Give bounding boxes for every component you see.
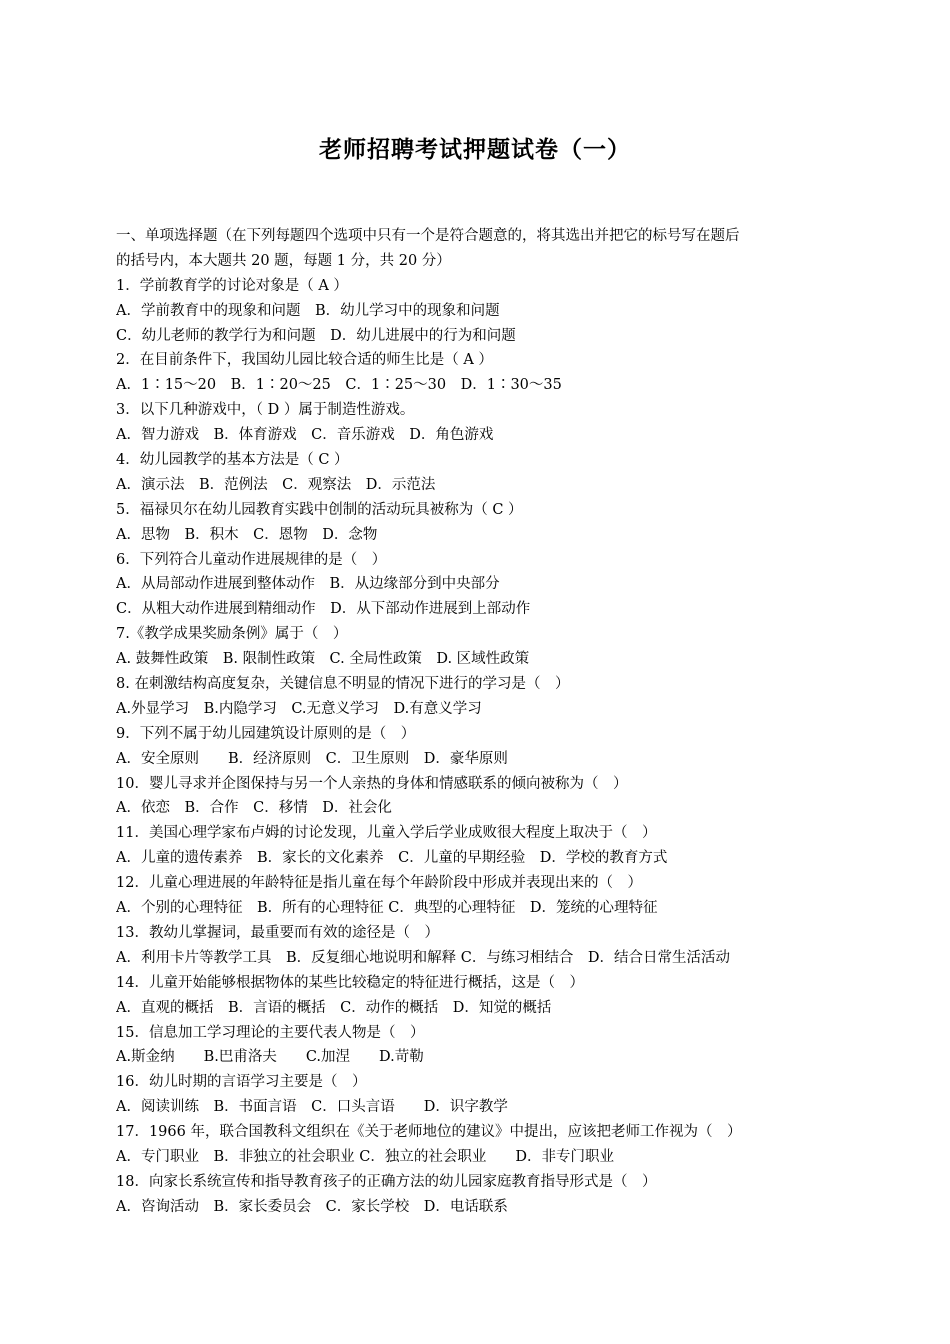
question-options: A．专门职业 B．非独立的社会职业 C．独立的社会职业 D．非专门职业 — [116, 1148, 614, 1165]
question-list — [116, 224, 856, 1220]
question-options: A.外显学习 B.内隐学习 C.无意义学习 D.有意义学习 — [116, 700, 482, 717]
question-stem: 10．婴儿寻求并企图保持与另一个人亲热的身体和情感联系的倾向被称为（ ） — [116, 775, 628, 792]
question-stem: 8. 在刺激结构高度复杂，关键信息不明显的情况下进行的学习是（ ） — [116, 676, 570, 693]
section-heading-line: 的括号内，本大题共 20 题，每题 1 分，共 20 分） — [116, 252, 451, 269]
question-stem: 6．下列符合儿童动作进展规律的是（ ） — [116, 551, 387, 568]
question-stem: 17．1966 年，联合国教科文组织在《关于老师地位的建议》中提出，应该把老师工作视为（ ） — [116, 1124, 742, 1141]
question-stem: 9．下列不属于幼儿园建筑设计原则的是（ ） — [116, 725, 416, 742]
question-options: A．演示法 B．范例法 C．观察法 D．示范法 — [116, 476, 436, 493]
question-stem: 5．福禄贝尔在幼儿园教育实践中创制的活动玩具被称为（ C ） — [116, 501, 523, 518]
question-options: A．学前教育中的现象和问题 B．幼儿学习中的现象和问题 — [116, 302, 500, 319]
question-stem: 4．幼儿园教学的基本方法是（ C ） — [116, 452, 349, 469]
page-title: 老师招聘考试押题试卷（一） — [319, 136, 631, 163]
question-options: A．安全原则 B．经济原则 C．卫生原则 D．豪华原则 — [116, 750, 508, 767]
question-options: A．思物 B．积木 C．恩物 D．念物 — [116, 526, 378, 543]
question-options: C．幼儿老师的教学行为和问题 D．幼儿进展中的行为和问题 — [116, 327, 516, 344]
question-options: A．从局部动作进展到整体动作 B．从边缘部分到中央部分 — [116, 576, 500, 593]
question-options: A．咨询活动 B．家长委员会 C．家长学校 D．电话联系 — [116, 1198, 508, 1215]
question-options: A．直观的概括 B．言语的概括 C．动作的概括 D．知觉的概括 — [116, 999, 552, 1016]
question-stem: 13．教幼儿掌握词，最重要而有效的途径是（ ） — [116, 924, 439, 941]
question-stem: 15．信息加工学习理论的主要代表人物是（ ） — [116, 1024, 425, 1041]
question-stem: 12．儿童心理进展的年龄特征是指儿童在每个年龄阶段中形成并表现出来的（ ） — [116, 875, 642, 892]
question-stem: 1．学前教育学的讨论对象是（ A ） — [116, 277, 348, 294]
question-options: A．利用卡片等教学工具 B．反复细心地说明和解释 C．与练习相结合 D．结合日常生活活动 — [116, 949, 730, 966]
question-options: A．1∶15～20 B．1∶20～25 C．1∶25～30 D．1∶30～35 — [116, 377, 562, 394]
question-stem: 11．美国心理学家布卢姆的讨论发现，儿童入学后学业成败很大程度上取决于（ ） — [116, 825, 657, 842]
question-options: A．个别的心理特征 B．所有的心理特征 C．典型的心理特征 D．笼统的心理特征 — [116, 900, 658, 917]
question-stem: 16．幼儿时期的言语学习主要是（ ） — [116, 1074, 367, 1091]
question-options: A．依恋 B．合作 C．移情 D．社会化 — [116, 800, 392, 817]
question-options: A.斯金纳 B.巴甫洛夫 C.加涅 D.苛勒 — [116, 1049, 424, 1066]
question-stem: 3．以下几种游戏中，（ D ）属于制造性游戏。 — [116, 402, 415, 419]
question-options: A．智力游戏 B．体育游戏 C．音乐游戏 D．角色游戏 — [116, 427, 494, 444]
question-options: A. 鼓舞性政策 B. 限制性政策 C. 全局性政策 D. 区域性政策 — [116, 651, 530, 668]
question-stem: 18．向家长系统宣传和指导教育孩子的正确方法的幼儿园家庭教育指导形式是（ ） — [116, 1173, 657, 1190]
question-stem: 7.《教学成果奖励条例》属于（ ） — [116, 626, 348, 643]
section-heading-line: 一、单项选择题（在下列每题四个选项中只有一个是符合题意的，将其选出并把它的标号写在题后 — [116, 228, 740, 244]
question-stem: 2．在目前条件下，我国幼儿园比较合适的师生比是（ A ） — [116, 352, 493, 369]
question-options: A．儿童的遗传素养 B．家长的文化素养 C．儿童的早期经验 D．学校的教育方式 — [116, 850, 668, 867]
question-stem: 14．儿童开始能够根据物体的某些比较稳定的特征进行概括，这是（ ） — [116, 974, 584, 991]
question-options: A．阅读训练 B．书面言语 C．口头言语 D．识字教学 — [116, 1099, 508, 1116]
question-options: C．从粗大动作进展到精细动作 D．从下部动作进展到上部动作 — [116, 601, 531, 618]
